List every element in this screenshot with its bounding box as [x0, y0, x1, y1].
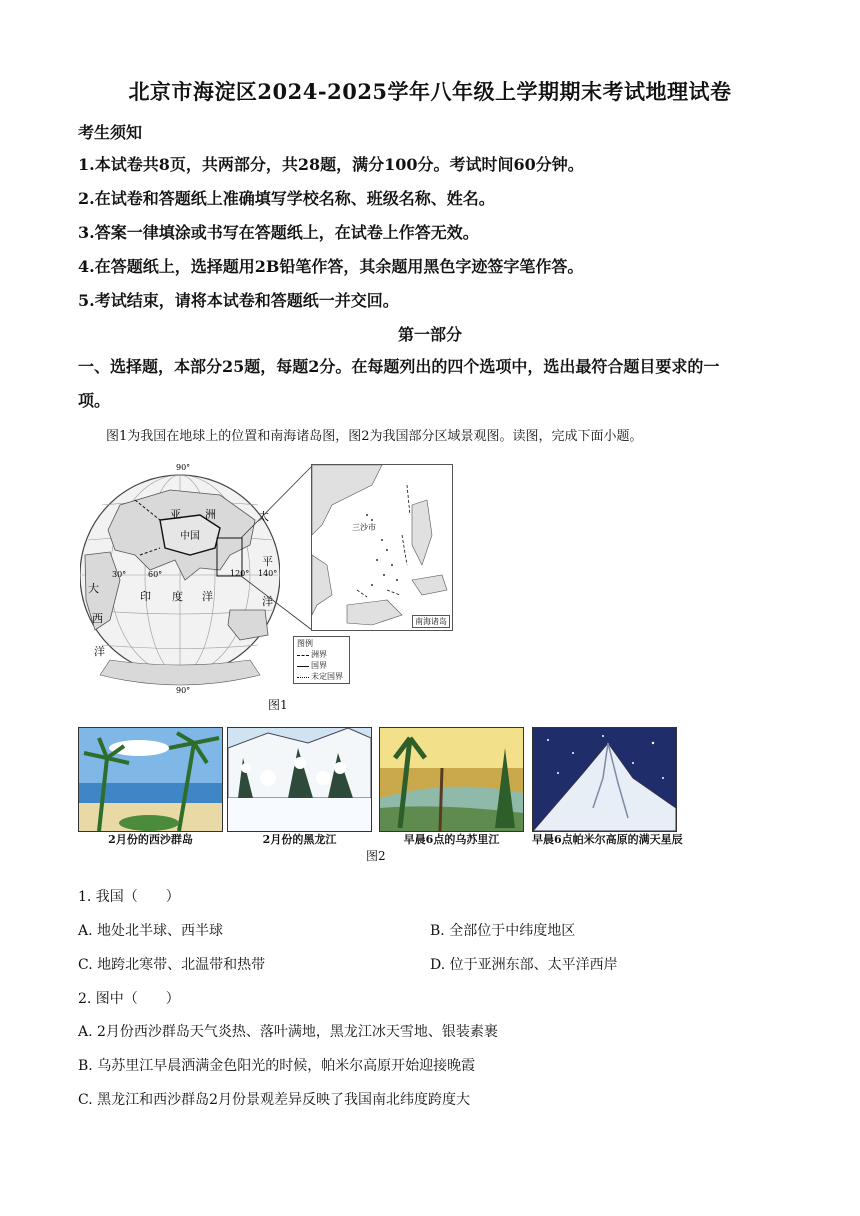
notice-rule-5: 5.考试结束，请将本试卷和答题纸一并交回。 [78, 291, 399, 310]
section-line-1: 一、选择题，本部分25题，每题2分。在每题列出的四个选项中，选出最符合题目要求的一 [78, 357, 720, 376]
figure-intro: 图1为我国在地球上的位置和南海诸岛图，图2为我国部分区域景观图。读图，完成下面小题。 [106, 429, 643, 444]
photo-caption-heilongjiang: 2月份的黑龙江 [262, 833, 337, 846]
question-2-option-b: B. 乌苏里江早晨洒满金色阳光的时候，帕米尔高原开始迎接晚霞 [78, 1058, 476, 1074]
globe-label-pacific-3: 洋 [262, 595, 273, 608]
question-1-option-c: C. 地跨北寒带、北温带和热带 [78, 957, 266, 973]
legend-item-continent-border: 洲界 [297, 649, 346, 660]
inset-map [312, 465, 452, 630]
photo-xisha-islands [78, 727, 223, 832]
notice-rule-4: 4.在答题纸上，选择题用2B铅笔作答，其余题用黑色字迹签字笔作答。 [78, 257, 584, 276]
question-2-option-a: A. 2月份西沙群岛天气炎热、落叶满地，黑龙江冰天雪地、银装素裹 [78, 1024, 498, 1040]
globe-label-atlantic-2: 西 [92, 612, 103, 625]
globe-label-atlantic-3: 洋 [94, 645, 105, 658]
photo-caption-xisha: 2月份的西沙群岛 [108, 833, 193, 846]
photo-caption-wusuli: 早晨6点的乌苏里江 [403, 833, 500, 846]
inset-connector-lines [230, 460, 320, 640]
photo-wusuli-river [379, 727, 524, 832]
globe-label-indian-2: 度 [172, 590, 183, 603]
notice-rule-2: 2.在试卷和答题纸上准确填写学校名称、班级名称、姓名。 [78, 189, 495, 208]
notice-rule-3: 3.答案一律填涂或书写在答题纸上，在试卷上作答无效。 [78, 223, 479, 242]
section-instructions [78, 350, 790, 418]
legend-item-national-border: 国界 [297, 660, 346, 671]
inset-label-sansha: 三沙市 [352, 523, 376, 532]
globe-label-120: 120° [230, 569, 250, 578]
legend-item-undetermined-border: 未定国界 [297, 671, 346, 682]
photo-heilongjiang [227, 727, 372, 832]
globe-label-30: 30° [112, 570, 127, 579]
globe-label-pacific-1: 太 [258, 510, 269, 523]
page-title: 北京市海淀区2024-2025学年八年级上学期期末考试地理试卷 [128, 79, 732, 104]
legend-title: 图例 [297, 639, 313, 648]
notice-rule-1: 1.本试卷共8页，共两部分，共28题，满分100分。考试时间60分钟。 [78, 155, 584, 174]
globe-label-asia-1: 亚 [170, 508, 181, 521]
section-line-2: 项。 [78, 391, 111, 410]
south-china-sea-inset [311, 464, 453, 631]
question-1-stem: 1. 我国（ ） [78, 889, 180, 905]
globe-label-lat-top: 90° [176, 463, 191, 472]
question-1-option-b: B. 全部位于中纬度地区 [430, 923, 576, 939]
question-1-option-a: A. 地处北半球、西半球 [78, 923, 224, 939]
figure1-caption: 图1 [268, 698, 288, 712]
globe-label-indian-3: 洋 [202, 590, 213, 603]
globe-label-china: 中国 [180, 531, 200, 542]
photo-pamir-plateau [532, 727, 677, 832]
globe-label-lat-bottom: 90° [176, 686, 191, 695]
globe-label-atlantic-1: 大 [88, 582, 99, 595]
globe-label-asia-2: 洲 [205, 508, 216, 521]
map-legend [293, 636, 350, 684]
question-2-stem: 2. 图中（ ） [78, 991, 180, 1007]
inset-label: 南海诸岛 [412, 615, 450, 628]
globe-label-pacific-2: 平 [262, 555, 273, 568]
question-1-option-d: D. 位于亚洲东部、太平洋西岸 [430, 957, 618, 973]
globe-label-140: 140° [258, 569, 278, 578]
part-title: 第一部分 [397, 325, 462, 344]
notice-heading: 考生须知 [78, 123, 143, 142]
globe-label-indian-1: 印 [140, 590, 151, 603]
figure2-caption: 图2 [366, 849, 386, 863]
globe-label-60: 60° [148, 570, 163, 579]
question-2-option-c: C. 黑龙江和西沙群岛2月份景观差异反映了我国南北纬度跨度大 [78, 1092, 471, 1108]
photo-caption-pamir: 早晨6点帕米尔高原的满天星辰 [532, 833, 683, 846]
